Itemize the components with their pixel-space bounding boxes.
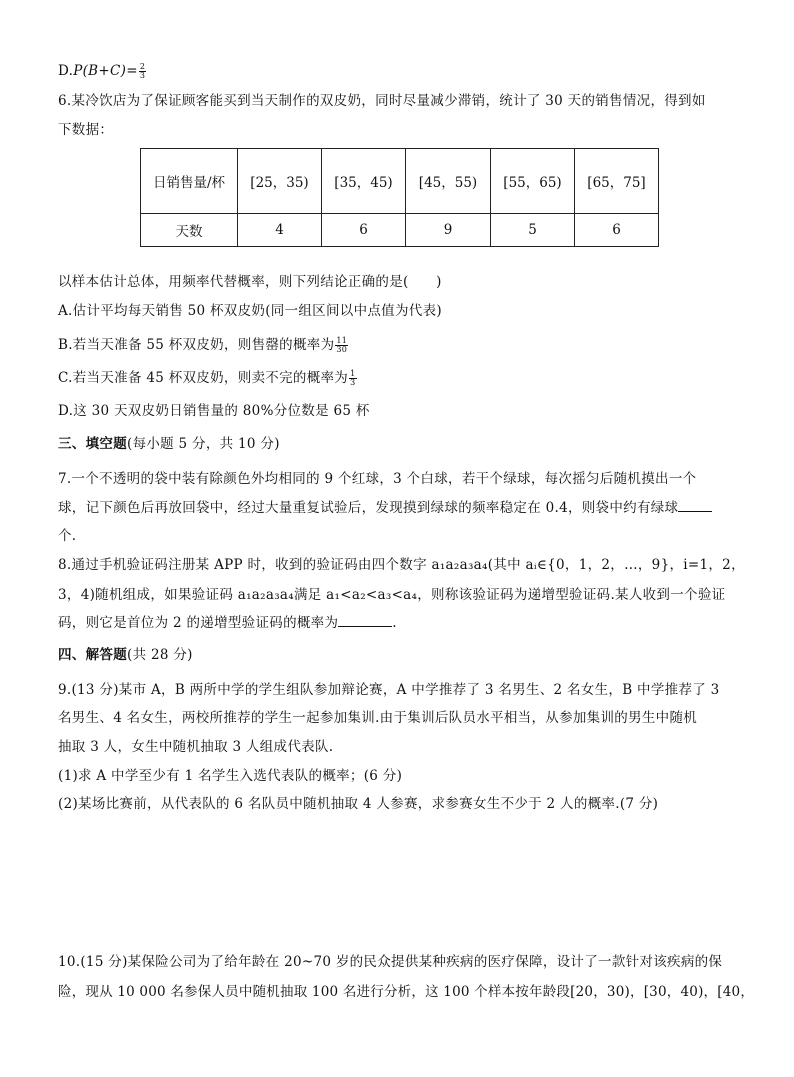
- table-cell: 6: [575, 214, 659, 247]
- table-header-cell: [35，45): [322, 149, 406, 214]
- q6-option-d: D.这 30 天双皮奶日销售量的 80%分位数是 65 杯: [58, 403, 370, 419]
- table-header-cell: [55，65): [491, 149, 575, 214]
- q6-option-a: A.估计平均每天销售 50 杯双皮奶(同一组区间以中点值为代表): [58, 303, 442, 319]
- q9-part-2: (2)某场比赛前，从代表队的 6 名队员中随机抽取 4 人参赛，求参赛女生不少于 2 人的概率.(7 分): [58, 796, 659, 812]
- section-3-title: 三、填空题: [58, 436, 127, 452]
- table-header-label: 日销售量/杯: [141, 149, 238, 214]
- q9-part-1: (1)求 A 中学至少有 1 名学生入选代表队的概率；(6 分): [58, 768, 403, 784]
- q7-line-3: 个.: [58, 528, 77, 544]
- q9-line-2: 名男生、4 名女生，两校所推荐的学生一起参加集训.由于集训后队员水平相当，从参加集训的男生中随机: [58, 710, 698, 726]
- section-3-note: (每小题 5 分，共 10 分): [127, 436, 280, 452]
- table-row: [141, 149, 659, 214]
- q6-option-b-text: B.若当天准备 55 杯双皮奶，则售罄的概率为: [58, 337, 335, 353]
- table-row-label: 天数: [141, 214, 238, 247]
- fraction-numerator: 1: [350, 369, 356, 378]
- table-header-cell: [45，55): [406, 149, 491, 214]
- q6-option-c-text: C.若当天准备 45 杯双皮奶，则卖不完的概率为: [58, 370, 349, 386]
- q10-line-2: 险，现从 10 000 名参保人员中随机抽取 100 名进行分析，这 100 个样本按年龄段[20，30)，[30，40)，[40，: [58, 984, 755, 1000]
- q9-line-3: 抽取 3 人，女生中随机抽取 3 人组成代表队.: [58, 739, 334, 755]
- table-row: [141, 214, 659, 247]
- prev-option-d-expr: P(B+C)=: [73, 63, 138, 79]
- q8-line-3-end: .: [392, 615, 397, 631]
- q6-option-b: [58, 336, 349, 354]
- section-4-heading: [58, 646, 193, 664]
- fraction-numerator: 11: [336, 336, 348, 345]
- table-cell: 9: [406, 214, 491, 247]
- q8-line-3-text: 码，则它是首位为 2 的递增型验证码的概率为: [58, 615, 339, 631]
- answer-blank: [678, 499, 712, 512]
- q6-stem: 以样本估计总体，用频率代替概率，则下列结论正确的是( ): [58, 274, 442, 290]
- q7-line-2-text: 球，记下颜色后再放回袋中，经过大量重复试验后，发现摸到绿球的频率稳定在 0.4，则袋中约有绿球: [58, 500, 679, 516]
- q9-line-1: 9.(13 分)某市 A，B 两所中学的学生组队参加辩论赛，A 中学推荐了 3 名男生、2 名女生，B 中学推荐了 3: [58, 682, 720, 698]
- q7-line-1: 7.一个不透明的袋中装有除颜色外均相同的 9 个红球，3 个白球，若干个绿球，每次摇匀后随机摸出一个: [58, 471, 697, 487]
- q8-line-2: 3，4)随机组成，如果验证码 a₁a₂a₃a₄满足 a₁<a₂<a₃<a₄，则称该验证码为递增型验证码.某人收到一个验证: [58, 587, 726, 603]
- section-4-title: 四、解答题: [58, 647, 127, 663]
- q8-line-3: [58, 614, 397, 632]
- table-header-cell: [65，75]: [575, 149, 659, 214]
- table-cell: 6: [322, 214, 406, 247]
- q6-line-2: 下数据：: [58, 122, 114, 138]
- q8-line-1: 8.通过手机验证码注册某 APP 时，收到的验证码由四个数字 a₁a₂a₃a₄(其中 aᵢ∈{0，1，2，…，9}，i=1，2，: [58, 557, 745, 573]
- q6-option-c-fraction: [349, 370, 356, 387]
- q6-option-c: [58, 369, 358, 387]
- q10-line-1: 10.(15 分)某保险公司为了给年龄在 20~70 岁的民众提供某种疾病的医疗保障，设计了一款针对该疾病的保: [58, 954, 723, 970]
- prev-option-d-prefix: D.: [58, 63, 74, 79]
- table-cell: 5: [491, 214, 575, 247]
- prev-option-d-fraction: [139, 63, 146, 80]
- prev-option-d: [58, 62, 147, 80]
- answer-blank: [338, 614, 392, 627]
- table-cell: 4: [238, 214, 322, 247]
- sales-table: [140, 148, 659, 247]
- fraction-denominator: 3: [139, 71, 146, 80]
- q7-line-2: [58, 499, 712, 517]
- q6-option-b-fraction: [335, 337, 348, 354]
- fraction-denominator: 3: [350, 378, 356, 387]
- fraction-numerator: 2: [139, 62, 146, 71]
- section-4-note: (共 28 分): [127, 647, 193, 663]
- table-header-cell: [25，35): [238, 149, 322, 214]
- fraction-denominator: 30: [336, 345, 348, 354]
- q6-line-1: 6.某冷饮店为了保证顾客能买到当天制作的双皮奶，同时尽量减少滞销，统计了 30 天的销售情况，得到如: [58, 93, 706, 109]
- section-3-heading: [58, 435, 280, 453]
